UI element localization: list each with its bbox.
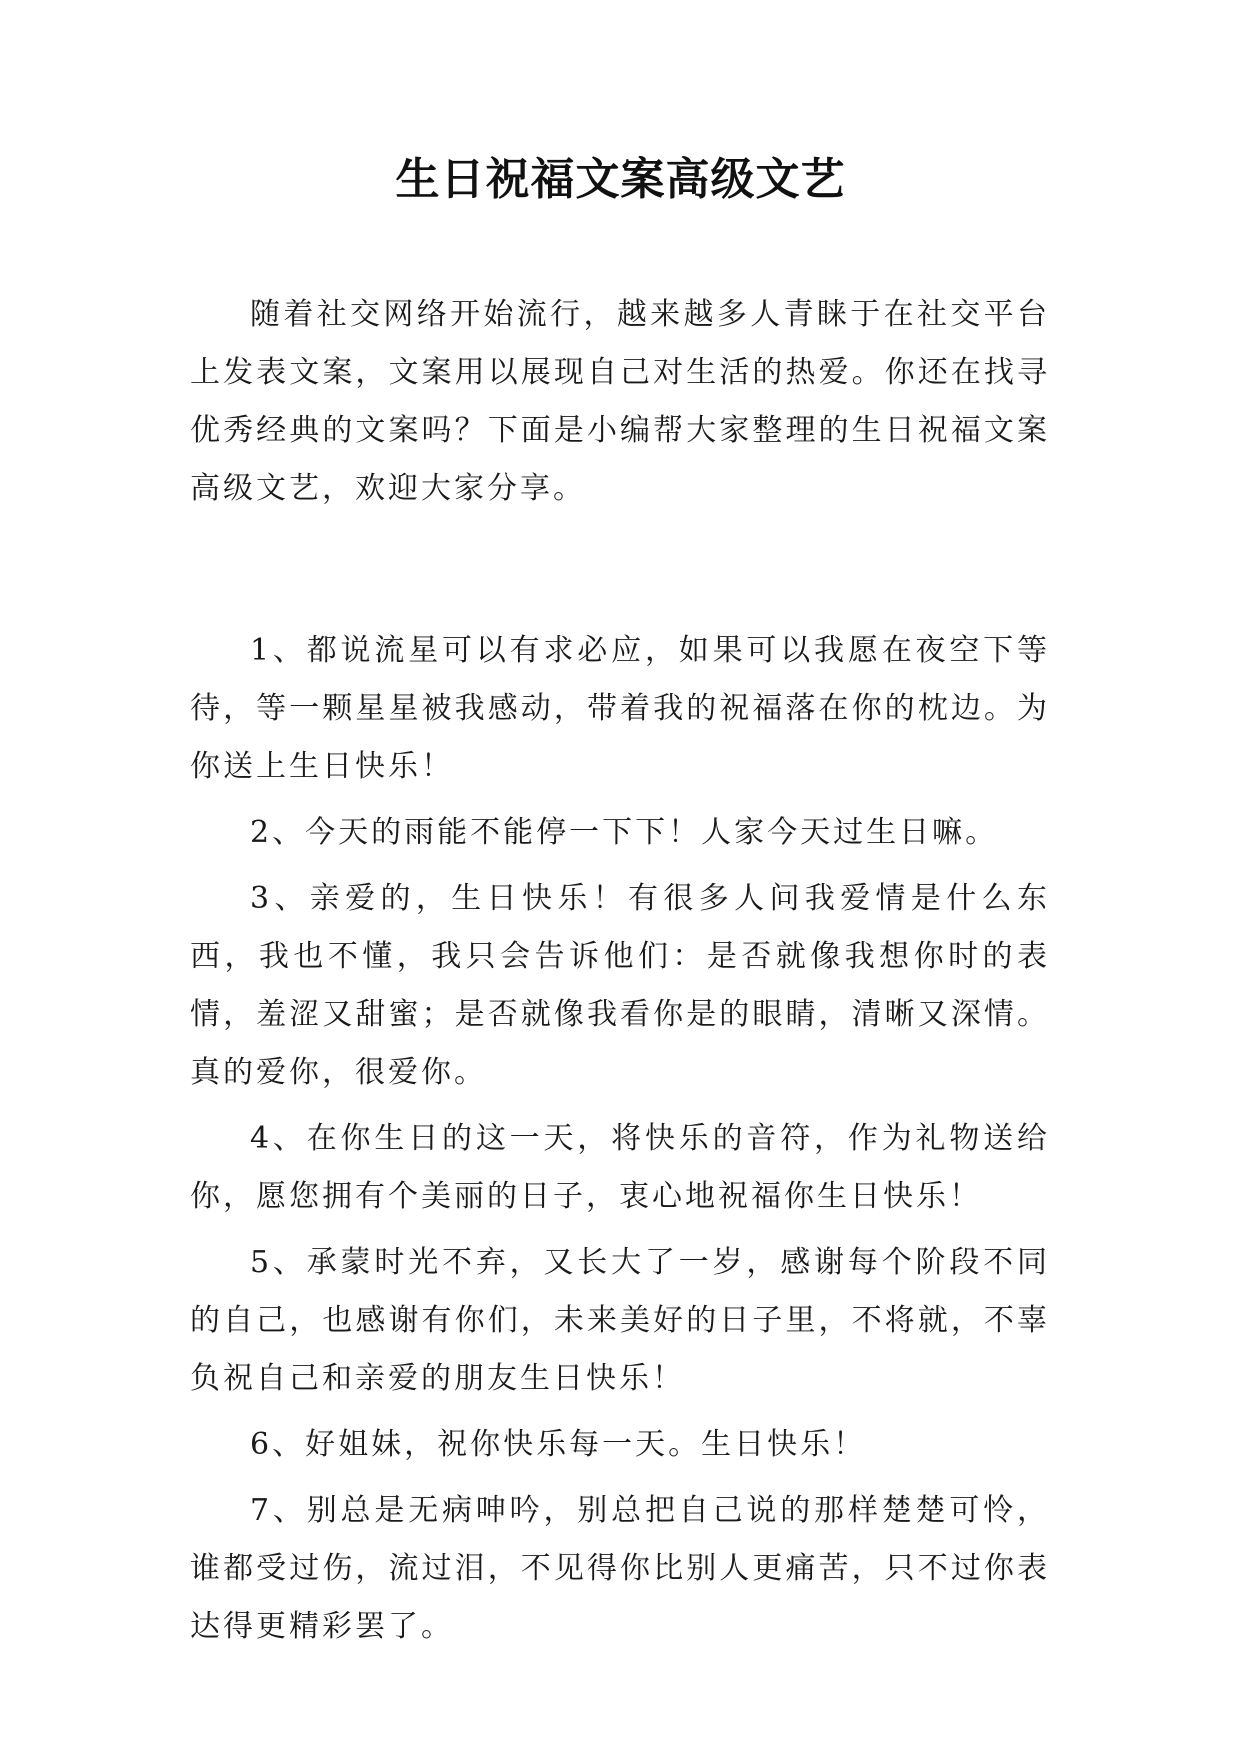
wish-item-6: 6、好姐妹，祝你快乐每一天。生日快乐！: [250, 1427, 867, 1462]
wish-item-5: 5、承蒙时光不弃，又长大了一岁，感谢每个阶段不同的自己，也感谢有你们，未来美好的日子里，不将就，不辜负祝自己和亲爱的朋友生日快乐！: [190, 1245, 1050, 1396]
document-body: [190, 286, 1050, 1664]
intro-paragraph: 随着社交网络开始流行，越来越多人青睐于在社交平台上发表文案，文案用以展现自己对生活的热爱。你还在找寻优秀经典的文案吗？下面是小编帮大家整理的生日祝福文案高级文艺，欢迎大家分享。: [190, 297, 1050, 506]
wish-item-4: 4、在你生日的这一天，将快乐的音符，作为礼物送给你，愿您拥有个美丽的日子，衷心地祝福你生日快乐！: [190, 1121, 1050, 1214]
wish-item-2: 2、今天的雨能不能停一下下！人家今天过生日嘛。: [250, 815, 999, 850]
document-title: 生日祝福文案高级文艺: [395, 154, 846, 205]
wish-item-3: 3、亲爱的，生日快乐！有很多人问我爱情是什么东西，我也不懂，我只会告诉他们：是否就像我想你时的表情，羞涩又甜蜜；是否就像我看你是的眼睛，清晰又深情。真的爱你，很爱你。: [190, 881, 1050, 1090]
wish-item-1: 1、都说流星可以有求必应，如果可以我愿在夜空下等待，等一颗星星被我感动，带着我的祝福落在你的枕边。为你送上生日快乐！: [190, 633, 1050, 784]
wish-item-7: 7、别总是无病呻吟，别总把自己说的那样楚楚可怜，谁都受过伤，流过泪，不见得你比别人更痛苦，只不过你表达得更精彩罢了。: [190, 1493, 1050, 1644]
